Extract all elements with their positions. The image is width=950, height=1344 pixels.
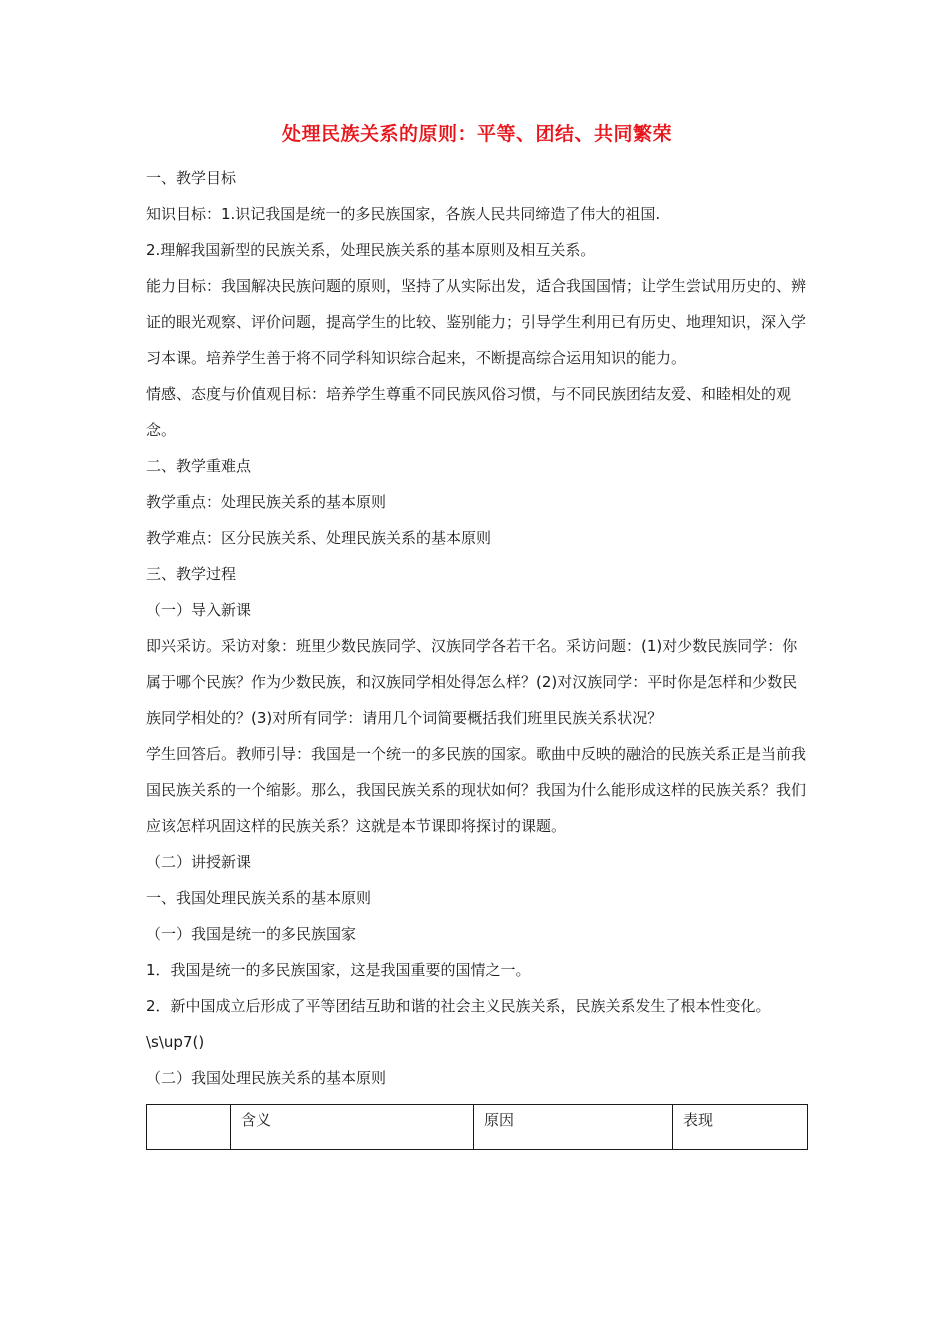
- paragraph: 2.理解我国新型的民族关系，处理民族关系的基本原则及相互关系。: [146, 241, 596, 259]
- table-header-row: [147, 1105, 808, 1150]
- document-page: [146, 120, 808, 1150]
- document-title: 处理民族关系的原则：平等、团结、共同繁荣: [281, 123, 672, 145]
- table-cell: 含义: [231, 1105, 474, 1150]
- paragraph: 知识目标：1.识记我国是统一的多民族国家，各族人民共同缔造了伟大的祖国.: [146, 205, 661, 223]
- table-cell: 原因: [474, 1105, 673, 1150]
- section-heading: 一、我国处理民族关系的基本原则: [146, 889, 372, 907]
- table-cell: 表现: [673, 1105, 808, 1150]
- paragraph: 能力目标：我国解决民族问题的原则，坚持了从实际出发，适合我国国情；让学生尝试用历史的、辨证的眼光观察、评价问题，提高学生的比较、鉴别能力；引导学生利用已有历史、地理知识，深入学习本课。培养学生善于将不同学科知识综合起来，不断提高综合运用知识的能力。: [146, 277, 807, 367]
- section-heading: 三、教学过程: [146, 565, 237, 583]
- paragraph: 教学重点：处理民族关系的基本原则: [146, 493, 387, 511]
- list-item: 1．我国是统一的多民族国家，这是我国重要的国情之一。: [146, 961, 531, 979]
- subsection-heading: （二）讲授新课: [146, 853, 252, 871]
- subsection-heading: （一）我国是统一的多民族国家: [146, 925, 357, 943]
- paragraph: 学生回答后。教师引导：我国是一个统一的多民族的国家。歌曲中反映的融洽的民族关系正是当前我国民族关系的一个缩影。那么，我国民族关系的现状如何？我国为什么能形成这样的民族关系？我们应该怎样巩固这样的民族关系？这就是本节课即将探讨的课题。: [146, 745, 807, 835]
- subsection-heading: （一）导入新课: [146, 601, 252, 619]
- paragraph: 情感、态度与价值观目标：培养学生尊重不同民族风俗习惯，与不同民族团结友爱、和睦相处的观念。: [146, 385, 792, 439]
- list-item: 2．新中国成立后形成了平等团结互助和谐的社会主义民族关系，民族关系发生了根本性变化。: [146, 997, 771, 1015]
- principles-table: [146, 1104, 808, 1150]
- paragraph: 教学难点：区分民族关系、处理民族关系的基本原则: [146, 529, 492, 547]
- section-heading: 一、教学目标: [146, 169, 237, 187]
- table-cell: [147, 1105, 231, 1150]
- subsection-heading: （二）我国处理民族关系的基本原则: [146, 1069, 387, 1087]
- section-heading: 二、教学重难点: [146, 457, 252, 475]
- paragraph: 即兴采访。采访对象：班里少数民族同学、汉族同学各若干名。采访问题：(1)对少数民族同学：你属于哪个民族？作为少数民族，和汉族同学相处得怎么样？(2)对汉族同学：平时你是怎样和少数民族同学相处的？(3)对所有同学：请用几个词简要概括我们班里民族关系状况？: [146, 637, 798, 727]
- field-code-text: \s\up7(): [146, 1033, 205, 1051]
